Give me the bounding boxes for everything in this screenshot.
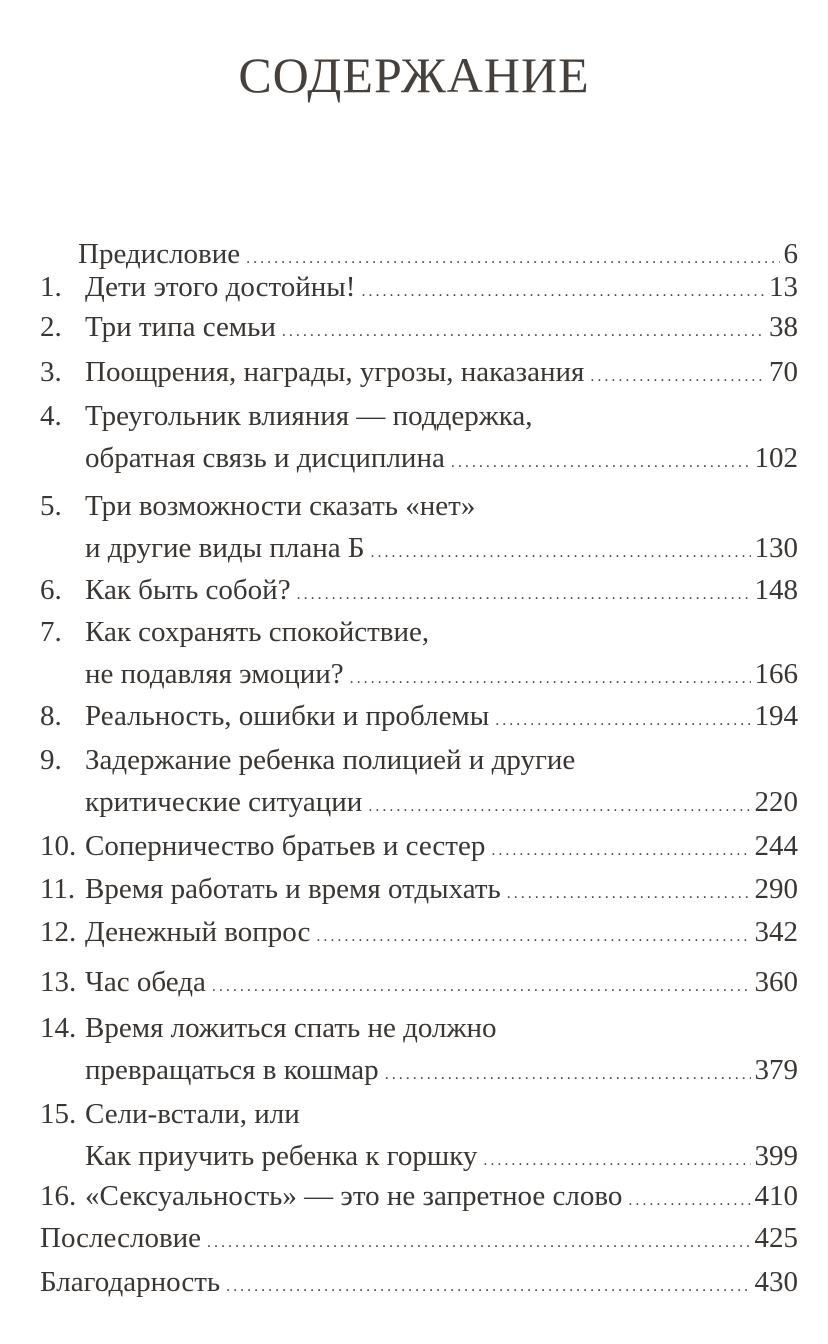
page-number: 360 [754,966,798,998]
page-number: 166 [754,658,798,690]
toc-entry-title: Время ложиться спать не должно [85,1012,497,1044]
toc-entry-title: превращаться в кошмар [85,1054,379,1086]
toc-entry-title: Время работать и время отдыхать [85,873,501,905]
dot-leader [316,917,750,957]
toc-entry[interactable] [85,612,798,652]
page-number: 290 [754,873,798,905]
toc-entry-title: Три типа семьи [85,311,276,343]
toc-entry-title: не подавляя эмоции? [85,658,344,690]
toc-entry[interactable] [85,740,798,780]
toc-entry-title: и другие виды плана Б [85,532,365,564]
toc-entry[interactable] [40,1218,798,1258]
toc-entry[interactable] [85,486,798,526]
dot-leader [483,1141,750,1181]
toc-entry-title: Треугольник влияния — поддержка, [85,400,533,432]
chapter-number: 13. [40,966,77,998]
page-number: 430 [754,1266,798,1298]
dot-leader [385,1055,751,1095]
chapter-number: 12. [40,916,77,948]
toc-entry-title: Послесловие [40,1222,202,1254]
dot-leader [282,312,765,352]
page-number: 220 [754,786,798,818]
toc-entry-title: Три возможности сказать «нет» [85,490,476,522]
dot-leader [212,967,751,1007]
page-number: 410 [754,1180,798,1212]
toc-entry[interactable] [85,826,798,866]
page-number: 194 [754,700,798,732]
chapter-number: 9. [40,744,62,776]
chapter-number: 15. [40,1098,77,1130]
toc-entry-title: Как сохранять спокойствие, [85,616,430,648]
dot-leader [628,1181,750,1221]
chapter-number: 1. [40,271,62,303]
toc-entry[interactable] [85,307,798,347]
dot-leader [361,272,765,312]
toc-entry[interactable] [85,1008,798,1048]
dot-leader [451,443,751,483]
toc-entry[interactable] [85,352,798,392]
page-number: 13 [769,271,798,303]
toc-entry-title: Поощрения, награды, угрозы, наказания [85,356,585,388]
toc-entry-title: Час обеда [85,966,206,998]
toc-entry[interactable] [85,570,798,610]
toc-entry[interactable] [85,267,798,307]
page-number: 102 [754,442,798,474]
toc-entry-title: Сели-встали, или [85,1098,300,1130]
toc-entry[interactable] [85,696,798,736]
chapter-number: 5. [40,490,62,522]
toc-entry[interactable] [85,1094,798,1134]
dot-leader [350,659,751,699]
dot-leader [297,575,751,615]
page-number: 38 [769,311,798,343]
toc-entry-title: Денежный вопрос [85,916,311,948]
toc-entry[interactable] [40,1262,798,1302]
chapter-number: 4. [40,400,62,432]
chapter-number: 14. [40,1012,77,1044]
toc-entry[interactable] [85,438,798,478]
toc-entry-title: Дети этого достойны! [85,271,356,303]
toc-entry-title: критические ситуации [85,786,363,818]
toc-entry-title: «Сексуальность» — это не запретное слово [85,1180,623,1212]
dot-leader [226,1267,750,1307]
dot-leader [590,357,765,397]
page-number: 244 [754,830,798,862]
dot-leader [507,874,751,914]
toc-entry[interactable] [85,528,798,568]
toc-entry[interactable] [85,962,798,1002]
toc-entry[interactable] [85,1176,798,1216]
chapter-number: 6. [40,574,62,606]
chapter-number: 10. [40,830,77,862]
toc-entry[interactable] [85,1136,798,1176]
chapter-number: 2. [40,311,62,343]
dot-leader [371,533,751,573]
chapter-number: 11. [40,873,76,905]
chapter-number: 8. [40,700,62,732]
page-number: 342 [754,916,798,948]
page-number: 399 [754,1140,798,1172]
toc-entry[interactable] [85,869,798,909]
dot-leader [368,787,750,827]
dot-leader [495,701,750,741]
dot-leader [207,1223,750,1263]
chapter-number: 3. [40,356,62,388]
toc-entry-title: Как приучить ребенка к горшку [85,1140,478,1172]
page-number: 130 [754,532,798,564]
toc-entry-title: Соперничество братьев и сестер [85,830,486,862]
toc-entry[interactable] [85,1050,798,1090]
toc-entry-title: Как быть собой? [85,574,291,606]
page-number: 6 [783,238,798,270]
page-title: СОДЕРЖАНИЕ [238,47,590,103]
page-number: 148 [754,574,798,606]
toc-entry-title: Благодарность [40,1266,221,1298]
dot-leader [491,831,750,871]
toc-entry-title: Реальность, ошибки и проблемы [85,700,490,732]
page-number: 70 [769,356,798,388]
toc-entry[interactable] [85,654,798,694]
toc-entry[interactable] [85,396,798,436]
chapter-number: 7. [40,616,62,648]
toc-entry-title: Предисловие [78,238,241,270]
toc-entry-title: обратная связь и дисциплина [85,442,445,474]
toc-entry[interactable] [85,912,798,952]
chapter-number: 16. [40,1180,77,1212]
toc-entry[interactable] [85,782,798,822]
toc-entry-title: Задержание ребенка полицией и другие [85,744,576,776]
page-number: 425 [754,1222,798,1254]
page-number: 379 [754,1054,798,1086]
